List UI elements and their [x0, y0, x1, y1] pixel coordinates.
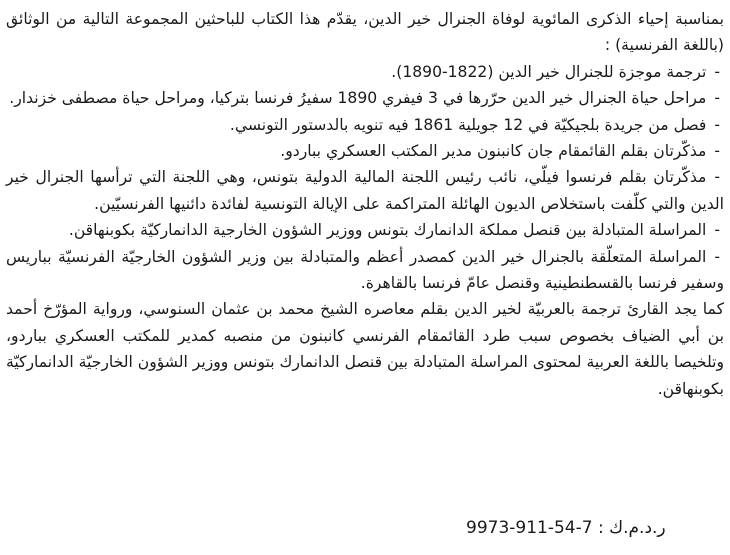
list-item: [6, 85, 724, 111]
list-item: [6, 217, 724, 243]
list-dash: -: [714, 62, 720, 81]
list-item-text: المراسلة المتعلّقة بالجنرال خير الدين كمصدر أعظم والمتبادلة بين وزير الشؤون الخارجيّة الفرنسيّة بباريس وسفير فرنسا بالقسطنطينية وقنصل عامّ فرنسا بالقاهرة.: [6, 247, 724, 293]
list-dash: -: [714, 142, 720, 161]
isbn-line: [466, 513, 666, 543]
list-item-text: مذكّرتان بقلم القائمقام جان كانبنون مدير المكتب العسكري بباردو.: [280, 142, 707, 161]
list-dash: -: [714, 247, 720, 266]
list-item: [6, 59, 724, 85]
list-item: [6, 164, 724, 217]
list-item-text: المراسلة المتبادلة بين قنصل مملكة الدانمارك بتونس ووزير الشؤون الخارجية الدانماركيّة بكوبنهاقن.: [68, 221, 707, 240]
isbn-label: ر.د.م.ك :: [597, 518, 666, 538]
list-item-text: ترجمة موجزة للجنرال خير الدين (1822-1890).: [391, 62, 707, 81]
intro-paragraph: بمناسبة إحياء الذكرى المائوية لوفاة الجنرال خير الدين، يقدّم هذا الكتاب للباحثين المجموعة التالية من الوثائق (باللغة الفرنسية) :: [6, 10, 724, 55]
list-item-text: فصل من جريدة بلجيكيّة في 12 جويلية 1861 فيه تنويه بالدستور التونسي.: [229, 115, 707, 134]
list-item-text: مذكّرتان بقلم فرنسوا فيلّي، نائب رئيس اللجنة المالية الدولية بتونس، وهي اللجنة التي ترأسها الجنرال خير الدين والتي كلّفت باستخلاص الديون الهائلة المتراكمة على الإيالة التونسية لفائدة دائنيها الفرنسيّين.: [6, 168, 724, 213]
document-body: [6, 6, 724, 402]
conclusion-paragraph: كما يجد القارئ ترجمة بالعربيّة لخير الدين بقلم معاصره الشيخ محمد بن عثمان السنوسي، ورواية المؤرّخ أحمد بن أبي الضياف بخصوص سبب طرد القائمقام الفرنسي كانبنون من منصبه كمدير للمكتب العسكري بباردو، وتلخيصا باللغة العربية لمحتوى المراسلة المتبادلة بين قنصل الدانمارك بتونس ووزير الشؤون الخارجيّة الدانماركيّة بكوبنهاقن.: [5, 300, 724, 398]
list-dash: -: [714, 221, 720, 240]
list-item: [6, 112, 724, 138]
isbn-number: 9973-911-54-7: [466, 518, 593, 538]
list-item-text: مراحل حياة الجنرال خير الدين حرّرها في 3 فيفري 1890 سفيرُ فرنسا بتركيا، ومراحل حياة مصطفى خزندار.: [9, 89, 707, 108]
list-dash: -: [714, 115, 720, 134]
list-item: [6, 138, 724, 164]
list-dash: -: [714, 89, 720, 108]
list-dash: -: [714, 168, 720, 187]
list-item: [6, 244, 724, 297]
